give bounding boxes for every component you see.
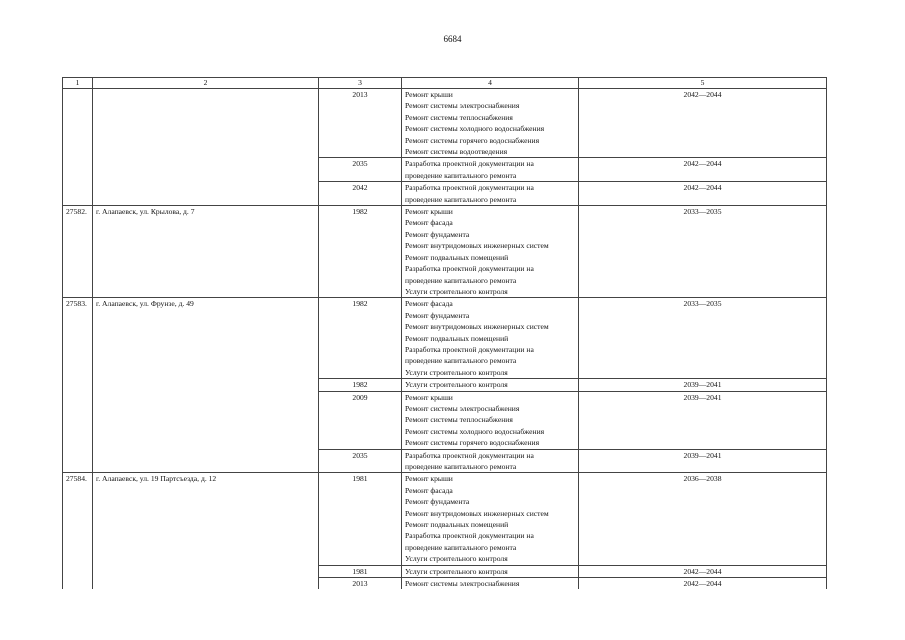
capital-repair-table <box>62 77 827 589</box>
period-cell: 2039—2041 <box>579 379 827 391</box>
work-item: Разработка проектной документации на <box>405 450 534 460</box>
work-item: Ремонт фасада <box>405 485 453 495</box>
work-item: Разработка проектной документации на <box>405 264 534 274</box>
address-cell <box>93 182 319 206</box>
works-cell <box>402 565 579 577</box>
work-item: Услуги строительного контроля <box>405 367 508 377</box>
page-number: 6684 <box>443 34 462 44</box>
row-number-cell: 27582. <box>63 206 93 298</box>
row-number-cell: 27583. <box>63 298 93 379</box>
work-item: Ремонт фундамента <box>405 310 470 320</box>
work-item: Ремонт системы холодного водоснабжения <box>405 124 545 134</box>
work-item: проведение капитального ремонта <box>405 542 517 552</box>
table-row <box>63 391 827 449</box>
work-item: Ремонт системы теплоснабжения <box>405 112 513 122</box>
row-number-cell <box>63 89 93 158</box>
table-row <box>63 298 827 379</box>
header-cell: 5 <box>579 78 827 89</box>
period-cell: 2042—2044 <box>579 89 827 158</box>
work-item: Разработка проектной документации на <box>405 531 534 541</box>
work-item: Ремонт системы горячего водоснабжения <box>405 135 540 145</box>
work-item: проведение капитального ремонта <box>405 462 517 471</box>
table-row <box>63 206 827 298</box>
header-cell: 2 <box>93 78 319 89</box>
table-row <box>63 379 827 391</box>
header-cell: 1 <box>63 78 93 89</box>
work-item: проведение капитального ремонта <box>405 356 517 366</box>
table-row <box>63 449 827 473</box>
address-cell <box>93 565 319 577</box>
year-cell: 1982 <box>319 206 402 298</box>
table-row <box>63 158 827 182</box>
table-row <box>63 182 827 206</box>
work-item: Ремонт системы электроснабжения <box>405 101 520 111</box>
works-cell <box>402 449 579 473</box>
year-cell: 1981 <box>319 565 402 577</box>
work-item: Разработка проектной документации на <box>405 183 534 193</box>
address-cell <box>93 391 319 449</box>
address-cell <box>93 158 319 182</box>
row-number-cell <box>63 391 93 449</box>
period-cell: 2036—2038 <box>579 473 827 565</box>
row-number-cell <box>63 578 93 590</box>
work-item: Ремонт фасада <box>405 299 453 309</box>
work-item: Разработка проектной документации на <box>405 159 534 169</box>
works-cell <box>402 182 579 206</box>
work-item: Ремонт системы теплоснабжения <box>405 415 513 425</box>
work-item: Ремонт крыши <box>405 207 453 217</box>
year-cell: 1982 <box>319 298 402 379</box>
work-item: проведение капитального ремонта <box>405 170 517 180</box>
row-number-cell <box>63 379 93 391</box>
work-item: Ремонт подвальных помещений <box>405 333 509 343</box>
work-item: Ремонт системы холодного водоснабжения <box>405 426 545 436</box>
address-cell: г. Алапаевск, ул. Крылова, д. 7 <box>93 206 319 298</box>
year-cell: 1982 <box>319 379 402 391</box>
year-cell: 2013 <box>319 578 402 590</box>
work-item: Ремонт внутридомовых инженерных систем <box>405 322 549 332</box>
work-item: Ремонт системы водоотведения <box>405 147 508 157</box>
work-item: Услуги строительного контроля <box>405 554 508 564</box>
table-row <box>63 89 827 158</box>
works-cell <box>402 89 579 158</box>
works-cell <box>402 391 579 449</box>
address-cell <box>93 449 319 473</box>
row-number-cell <box>63 565 93 577</box>
work-item: Услуги строительного контроля <box>405 286 508 296</box>
year-cell: 2035 <box>319 158 402 182</box>
address-cell <box>93 89 319 158</box>
period-cell: 2033—2035 <box>579 298 827 379</box>
period-cell: 2039—2041 <box>579 391 827 449</box>
period-cell: 2039—2041 <box>579 449 827 473</box>
year-cell: 2042 <box>319 182 402 206</box>
row-number-cell: 27584. <box>63 473 93 565</box>
work-item: Ремонт фундамента <box>405 497 470 507</box>
year-cell: 2035 <box>319 449 402 473</box>
works-cell <box>402 206 579 298</box>
period-cell: 2042—2044 <box>579 565 827 577</box>
work-item: Ремонт крыши <box>405 392 453 402</box>
work-item: Ремонт фундамента <box>405 229 470 239</box>
period-cell: 2042—2044 <box>579 182 827 206</box>
year-cell: 2009 <box>319 391 402 449</box>
work-item: Ремонт подвальных помещений <box>405 252 509 262</box>
period-cell: 2042—2044 <box>579 158 827 182</box>
table-row <box>63 565 827 577</box>
year-cell: 2013 <box>319 89 402 158</box>
works-cell <box>402 298 579 379</box>
work-item: Ремонт фасада <box>405 218 453 228</box>
work-item: Ремонт подвальных помещений <box>405 520 509 530</box>
header-cell: 3 <box>319 78 402 89</box>
address-cell <box>93 578 319 590</box>
header-row <box>63 78 827 89</box>
work-item: Разработка проектной документации на <box>405 344 534 354</box>
header-cell: 4 <box>402 78 579 89</box>
work-item: Ремонт внутридомовых инженерных систем <box>405 241 549 251</box>
works-cell <box>402 158 579 182</box>
table-row <box>63 578 827 590</box>
work-item: Ремонт системы горячего водоснабжения <box>405 438 540 448</box>
row-number-cell <box>63 449 93 473</box>
row-number-cell <box>63 182 93 206</box>
work-item: Услуги строительного контроля <box>405 566 508 576</box>
period-cell: 2033—2035 <box>579 206 827 298</box>
year-cell: 1981 <box>319 473 402 565</box>
work-item: Ремонт крыши <box>405 474 453 484</box>
address-cell: г. Алапаевск, ул. Фрунзе, д. 49 <box>93 298 319 379</box>
work-item: Услуги строительного контроля <box>405 380 508 390</box>
work-item: Ремонт внутридомовых инженерных систем <box>405 508 549 518</box>
address-cell: г. Алапаевск, ул. 19 Партсъезда, д. 12 <box>93 473 319 565</box>
work-item: Ремонт системы электроснабжения <box>405 579 520 589</box>
work-item: Ремонт крыши <box>405 90 453 99</box>
work-item: проведение капитального ремонта <box>405 194 517 204</box>
works-cell <box>402 473 579 565</box>
works-cell <box>402 379 579 391</box>
period-cell: 2042—2044 <box>579 578 827 590</box>
row-number-cell <box>63 158 93 182</box>
address-cell <box>93 379 319 391</box>
table-row <box>63 473 827 565</box>
work-item: Ремонт системы электроснабжения <box>405 403 520 413</box>
works-cell <box>402 578 579 590</box>
work-item: проведение капитального ремонта <box>405 275 517 285</box>
